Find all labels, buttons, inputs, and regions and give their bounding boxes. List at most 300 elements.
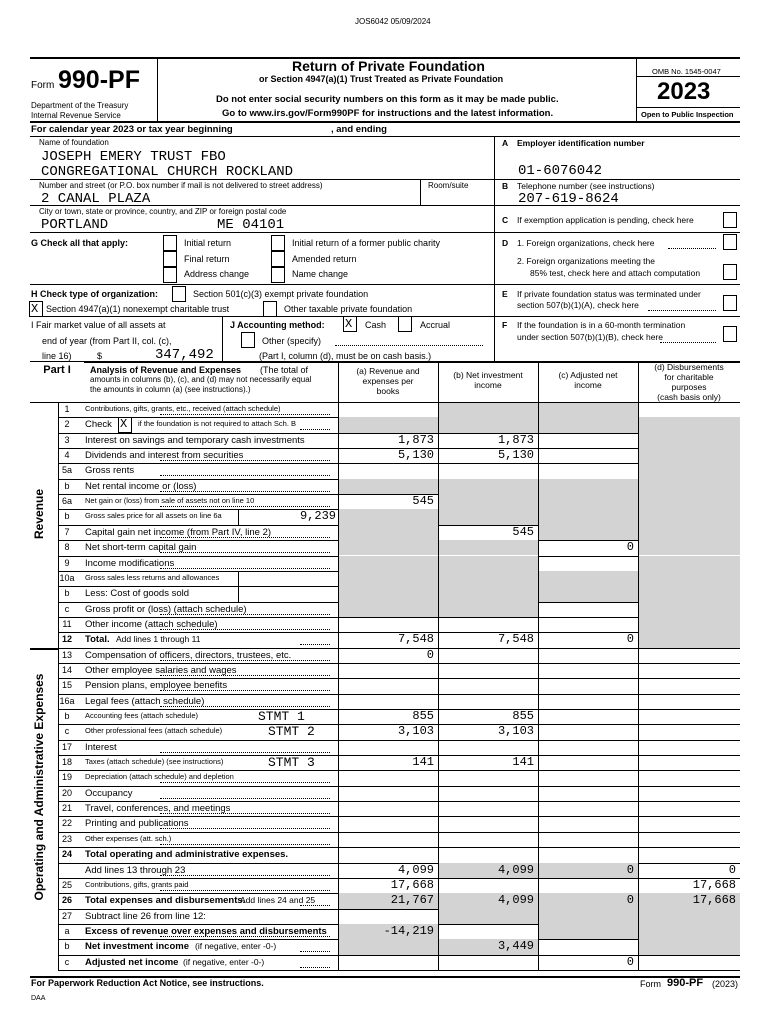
street-address[interactable]: 2 CANAL PLAZA [41,191,151,207]
shaded-cell [638,586,740,601]
shaded-cell [638,632,740,647]
row-label: Gross rents [85,465,135,477]
calendar-year-label: For calendar year 2023 or tax year beginning [31,124,233,135]
row-number: 16a [59,695,75,706]
row-label: Other professional fees (attach schedule) [85,726,223,736]
dot-leader [160,690,330,691]
label-c: C [502,215,509,225]
value-col-a[interactable]: 5,130 [397,448,434,463]
shaded-cell [338,509,438,524]
dot-leader [160,614,330,615]
phone-value[interactable]: 207-619-8624 [518,191,619,207]
row-label-suffix: (if negative, enter -0-) [183,956,265,967]
dot-leader [160,844,330,845]
form-id-code: JOS6042 05/09/2024 [355,17,431,26]
col-c-line1: (c) Adjusted net [558,370,618,380]
row-number: c [64,726,70,737]
side-divider [58,402,59,970]
ssn-notice: Do not enter social security numbers on this form as it may be made public. [216,94,559,105]
h-label: H Check type of organization: [31,289,159,299]
value-col-d[interactable]: 17,668 [692,877,736,892]
value-col-a[interactable]: 141 [412,755,434,770]
address-change-label: Address change [184,269,250,279]
dot-leader [160,475,330,476]
row-number: 10a [59,572,75,583]
row-label: Occupancy [85,787,133,799]
value-col-b[interactable]: 3,449 [497,939,534,954]
street-label: Number and street (or P.O. box number if mail is not delivered to street address) [39,181,323,190]
shaded-cell [638,571,740,586]
foreign-org-label: 1. Foreign organizations, check here [517,238,655,248]
open-inspection: Open to Public Inspection [641,110,734,119]
shaded-cell [438,571,538,586]
dot-leader [160,752,330,753]
other-method-checkbox[interactable] [241,332,255,348]
row-number: 14 [61,664,72,675]
shaded-cell [638,494,740,509]
terminated-checkbox[interactable] [723,295,737,311]
value-col-b[interactable]: 4,099 [497,862,534,877]
accrual-checkbox[interactable] [398,316,412,332]
form-number: 990-PF [58,66,140,94]
statement-reference[interactable]: STMT 1 [258,709,305,724]
value-col-a[interactable]: 4,099 [397,862,434,877]
column-divider [538,362,539,970]
value-col-b[interactable]: 1,873 [497,432,534,447]
form-subtitle: or Section 4947(a)(1) Trust Treated as Private Foundation [259,74,504,84]
row-number: 12 [61,634,72,645]
value-col-c[interactable]: 0 [626,540,634,555]
row-number: 23 [61,833,72,844]
irs-label: Internal Revenue Service [31,111,121,120]
terminated-label-2: section 507(b)(1)(A), check here [517,300,639,310]
row-label: Depreciation (attach schedule) and depletion [85,772,234,782]
foreign-org-checkbox[interactable] [723,234,737,250]
row-number: 6a [61,496,72,507]
row-label: Accounting fees (attach schedule) [85,711,198,720]
shaded-cell [638,417,740,432]
column-divider [438,362,439,970]
dot-leader [160,798,330,799]
shaded-cell [638,463,740,478]
part1-desc-3: the amounts in column (a) (see instructions).) [90,385,251,394]
shaded-cell [538,525,638,540]
col-d-header [638,362,740,402]
dot-leader [160,506,330,507]
shaded-cell [438,494,538,509]
row-label: Gross profit or (loss) (attach schedule) [85,603,247,615]
row-label: Income modifications [85,557,175,569]
value-col-c[interactable]: 0 [626,632,634,647]
dot-leader [160,491,330,492]
shaded-cell [338,525,438,540]
initial-return-label: Initial return [184,238,232,248]
value-col-c[interactable]: 0 [626,862,634,877]
row-number: 5a [61,465,72,476]
row-number: b [64,480,70,491]
form-word: Form [31,80,55,91]
dot-leader [300,905,330,906]
part1-tag: Part I [30,362,84,379]
row-number: 19 [61,772,72,783]
value-col-c[interactable]: 0 [626,954,634,969]
row-number: 24 [61,849,72,860]
shaded-cell [338,602,438,617]
instructions-link[interactable]: Go to www.irs.gov/Form990PF for instructions and the latest information. [222,108,554,119]
name-change-checkbox[interactable] [271,267,285,283]
row-divider [58,970,740,971]
row-label: Total. [85,634,110,646]
shaded-cell [538,924,638,939]
shaded-cell [438,509,538,524]
shaded-cell [538,402,638,417]
other-taxable-label: Other taxable private foundation [284,304,413,314]
dot-leader [160,460,330,461]
row-label: Travel, conferences, and meetings [85,803,231,815]
value-col-a[interactable]: 7,548 [397,632,434,647]
dot-leader [300,967,330,968]
address-change-checkbox[interactable] [163,267,177,283]
value-col-a[interactable]: -14,219 [383,923,434,938]
dot-leader [160,936,330,937]
row-label: Net short-term capital gain [85,542,197,554]
shaded-cell [438,556,538,571]
footer-form-word: Form [640,979,661,989]
shaded-cell [338,586,438,601]
shaded-cell [638,479,740,494]
dot-leader [160,813,330,814]
shaded-cell [638,509,740,524]
other-method-label: Other (specify) [262,336,322,346]
col-a-line1: (a) Revenue and [356,366,420,376]
value-col-d[interactable]: 0 [728,862,736,877]
row-label: Net gain or (loss) from sale of assets not on line 10 [85,496,255,506]
fmv-dollar: $ [97,351,103,361]
statement-reference[interactable]: STMT 3 [268,755,315,771]
value-col-b[interactable]: 3,103 [497,724,534,739]
dot-leader [300,429,330,430]
shaded-cell [638,556,740,571]
row-label-suffix: (if negative, enter -0-) [195,941,277,952]
omb-number: OMB No. 1545-0047 [652,67,721,76]
row-label: Dividends and interest from securities [85,450,244,462]
dot-leader [300,951,330,952]
label-d: D [502,238,509,248]
value-col-a[interactable]: 3,103 [397,724,434,739]
shaded-cell [338,571,438,586]
foundation-name-label: Name of foundation [39,138,109,147]
sch-b-checkmark: X [120,417,128,432]
shaded-cell [438,602,538,617]
shaded-cell [638,602,740,617]
dot-leader [160,629,330,630]
value-col-b[interactable]: 5,130 [497,448,534,463]
row-label: Adjusted net income [85,956,179,968]
row-label: Excess of revenue over expenses and disbursements [85,925,327,937]
gross-sales-value[interactable]: 9,239 [299,509,336,524]
amended-return-label: Amended return [292,254,357,264]
row-label: Other employee salaries and wages [85,664,237,676]
dot-leader [160,706,330,707]
row-number: 22 [61,818,72,829]
col-b-line1: (b) Net investment [453,370,523,380]
value-col-a[interactable]: 855 [412,709,434,723]
row-label: Pension plans, employee benefits [85,680,228,692]
shaded-cell [538,586,638,601]
accrual-label: Accrual [420,320,451,330]
value-col-b[interactable]: 545 [512,524,534,539]
exemption-pending-label: If exemption application is pending, check here [517,215,694,225]
foreign-85-label-2: 85% test, check here and attach computation [530,268,701,278]
part1-title-rest: (The total of [260,365,309,375]
4947-checkmark: X [31,302,39,316]
value-col-a[interactable]: 21,767 [390,893,434,908]
label-e: E [502,289,508,299]
shaded-cell [438,479,538,494]
part1-desc-2: amounts in columns (b), (c), and (d) may not necessarily equal [90,375,312,384]
row-number: b [64,711,70,721]
name-change-label: Name change [292,269,349,279]
row-number: 4 [64,450,70,461]
inline-box-left [238,586,239,601]
value-col-a[interactable]: 0 [426,647,434,662]
shaded-cell [638,540,740,555]
exemption-pending-checkbox[interactable] [723,212,737,228]
dot-leader [160,890,330,891]
row-label: Contributions, gifts, grants, etc., received (attach schedule) [85,404,281,413]
row-number: 27 [61,910,72,921]
fmv-label-2: end of year (from Part II, col. (c), [42,336,172,346]
col-d-line1: (d) Disbursements [654,362,724,372]
dot-leader [300,644,330,645]
row-number: 18 [61,757,72,768]
shaded-cell [538,909,638,924]
cash-label: Cash [365,320,387,330]
phone-label: Telephone number (see instructions) [517,181,655,191]
shaded-cell [338,417,438,432]
dot-leader [160,414,330,415]
row-label: Gross sales less returns and allowances [85,572,220,582]
value-col-b[interactable]: 4,099 [497,893,534,908]
dot-leader [160,828,330,829]
col-a-line2: expenses per [362,376,414,386]
amended-return-checkbox[interactable] [271,251,285,267]
col-a-line3: books [376,386,400,396]
city[interactable]: PORTLAND [41,217,109,233]
fmv-label-1: I Fair market value of all assets at [31,320,166,330]
paperwork-notice: For Paperwork Reduction Act Notice, see instructions. [31,978,264,988]
row-number: 8 [64,542,70,553]
shaded-cell [338,556,438,571]
row-label: Capital gain net income (from Part IV, line 2) [85,526,272,538]
shaded-cell [638,433,740,448]
form-title: Return of Private Foundation [292,58,485,74]
row-label: Interest on savings and temporary cash investments [85,434,305,446]
expenses-side-label: Operating and Administrative Expenses [32,673,46,901]
value-col-d[interactable]: 17,668 [692,893,736,908]
dot-leader [160,568,330,569]
tax-year: 2023 [657,78,711,105]
state-zip[interactable]: ME 04101 [217,217,285,233]
row-number: 17 [61,741,72,752]
foundation-name-line1[interactable]: JOSEPH EMERY TRUST FBO [41,149,226,165]
footer-year: (2023) [712,979,739,989]
room-suite-label: Room/suite [428,181,469,190]
value-col-b[interactable]: 141 [512,755,534,770]
dept-treasury: Department of the Treasury [31,101,129,110]
inline-box-left [238,509,239,524]
shaded-cell [538,571,638,586]
shaded-cell [638,525,740,540]
row-label: Subtract line 26 from line 12: [85,910,206,922]
foundation-name-line2[interactable]: CONGREGATIONAL CHURCH ROCKLAND [41,164,294,180]
row-label: Total operating and administrative expenses. [85,849,289,861]
termination-60-label-2: under section 507(b)(1)(B), check here [517,332,663,342]
row-number: b [64,588,70,599]
inline-box-left [238,571,239,586]
row-label: Legal fees (attach schedule) [85,695,205,707]
row-number: 3 [64,434,70,445]
other-taxable-checkbox[interactable] [263,301,277,317]
row-number: 26 [61,895,72,906]
shaded-cell [338,540,438,555]
value-col-c[interactable]: 0 [626,893,634,908]
termination-60-label-1: If the foundation is in a 60-month termination [517,320,686,330]
value-col-a[interactable]: 1,873 [397,432,434,447]
g-label: G Check all that apply: [31,238,129,248]
shaded-cell [438,402,538,417]
row-label-suffix: Add lines 1 through 11 [116,634,201,645]
row-number: 25 [61,879,72,890]
dot-leader [160,660,330,661]
shaded-cell [538,479,638,494]
label-a: A [502,138,509,148]
shaded-cell [438,417,538,432]
row-label: Add lines 13 through 23 [85,864,186,876]
cash-basis-note: (Part I, column (d), must be on cash basis.) [259,351,432,361]
statement-reference[interactable]: STMT 2 [268,724,315,740]
termination-60-checkbox[interactable] [723,326,737,342]
shaded-cell [438,540,538,555]
row-number: a [64,925,70,936]
final-return-checkbox[interactable] [163,251,177,267]
shaded-cell [438,909,538,924]
row-label: Other expenses (att. sch.) [85,833,172,843]
row-number: 13 [61,649,72,660]
row-label: Interest [85,741,117,753]
shaded-cell [638,617,740,632]
row-number: c [64,603,70,614]
row-label: Taxes (attach schedule) (see instructions) [85,757,224,767]
col-b-line2: income [474,380,502,390]
row-label: Net rental income or (loss) [85,480,197,492]
col-d-line3: purposes [671,382,707,392]
col-d-line4: (cash basis only) [657,392,721,402]
dot-leader [160,782,330,783]
dot-leader [160,675,330,676]
final-return-label: Final return [184,254,230,264]
part1-title: Analysis of Revenue and Expenses [90,365,242,375]
cash-checkmark: X [345,317,353,331]
value-col-b[interactable]: 7,548 [497,632,534,647]
col-b-header [438,370,538,390]
row-label: Total expenses and disbursements. [85,895,246,907]
dot-leader [160,537,330,538]
col-a-header [338,366,438,396]
row-number: 2 [64,419,70,430]
row-label-suffix: Add lines 24 and 25 [240,895,316,906]
row-label: Printing and publications [85,818,189,830]
shaded-cell [538,494,638,509]
value-col-a[interactable]: 17,668 [390,877,434,892]
accounting-method-label: J Accounting method: [230,320,325,330]
row-number: b [64,941,70,952]
footer-form-number: 990-PF [667,977,704,989]
row-label: Net investment income [85,941,189,953]
row-label: Gross sales price for all assets on line 6a [85,511,222,521]
ein-value[interactable]: 01-6076042 [518,163,603,179]
row-label: Contributions, gifts, grants paid [85,879,189,889]
initial-return-checkbox[interactable] [163,235,177,251]
row-number: 9 [64,557,70,568]
column-divider [338,362,339,970]
shaded-cell [338,479,438,494]
ein-label: Employer identification number [517,138,645,148]
4947-label: Section 4947(a)(1) nonexempt charitable trust [46,304,230,314]
501c3-label: Section 501(c)(3) exempt private foundation [193,289,369,299]
dot-leader [160,552,330,553]
row-number: 15 [61,680,72,691]
terminated-label-1: If private foundation status was terminated under [517,289,701,299]
shaded-cell [638,909,740,924]
and-ending-label: , and ending [331,124,387,135]
row-label-suffix: if the foundation is not required to attach Sch. B [138,419,297,429]
row-number: b [64,511,70,522]
row-number: 1 [64,404,70,414]
col-c-header [538,370,638,390]
revenue-side-label: Revenue [32,488,46,540]
shaded-cell [438,586,538,601]
foreign-85-checkbox[interactable] [723,264,737,280]
row-label: Compensation of officers, directors, trustees, etc. [85,649,292,661]
col-c-line2: income [574,380,602,390]
shaded-cell [538,417,638,432]
column-divider [638,362,639,970]
foreign-85-label-1: 2. Foreign organizations meeting the [517,256,655,266]
shaded-cell [638,939,740,954]
row-number: 11 [62,618,72,629]
shaded-cell [338,939,438,954]
fmv-value[interactable]: 347,492 [155,347,214,363]
row-label: Less: Cost of goods sold [85,588,190,600]
shaded-cell [638,924,740,939]
row-number: 7 [64,526,70,537]
row-label: Check [85,419,112,431]
header-divider [30,402,740,403]
row-label: Other income (attach schedule) [85,618,218,630]
daa-label: DAA [31,995,46,1002]
dot-leader [160,875,330,876]
col-d-line2: for charitable [664,372,714,382]
value-col-b[interactable]: 855 [512,709,534,723]
row-number: c [64,956,70,967]
label-f: F [502,320,508,330]
initial-former-label: Initial return of a former public charity [292,238,441,248]
row-number: 20 [61,787,72,798]
initial-former-checkbox[interactable] [271,235,285,251]
value-col-a[interactable]: 545 [412,494,434,509]
501c3-checkbox[interactable] [172,286,186,302]
